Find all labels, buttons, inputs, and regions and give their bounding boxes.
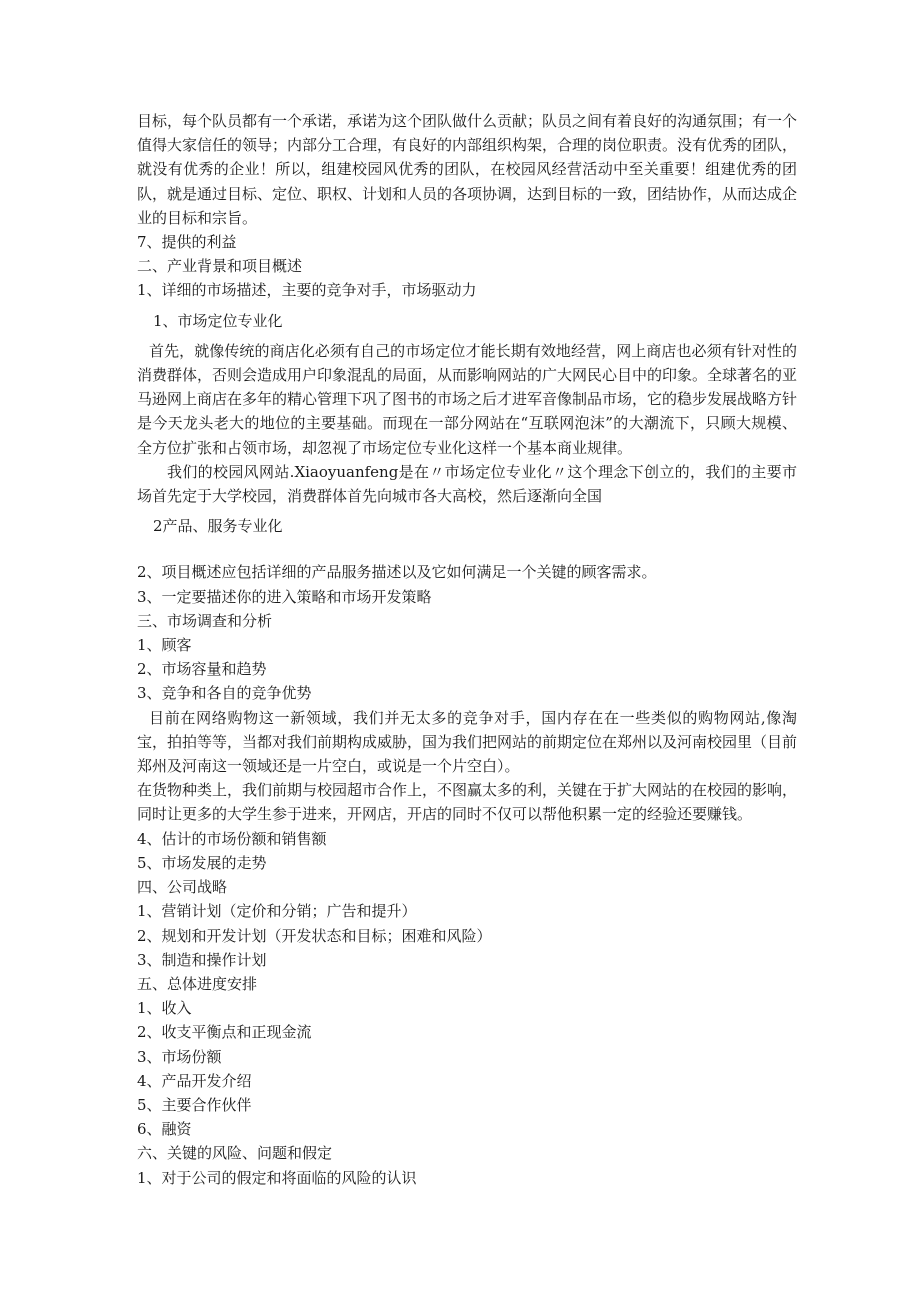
section-heading: 四、公司战略 [137, 878, 228, 897]
list-item: 5、市场发展的走势 [137, 853, 267, 872]
list-item: 4、产品开发介绍 [137, 1071, 252, 1090]
list-item: 1、对于公司的假定和将面临的风险的认识 [137, 1168, 417, 1187]
list-item: 5、主要合作伙伴 [137, 1095, 252, 1114]
list-item: 1、收入 [137, 999, 192, 1018]
section-heading: 三、市场调查和分析 [137, 611, 273, 630]
spacer [137, 538, 797, 560]
body-paragraph: 目前在网络购物这一新领域，我们并无太多的竞争对手，国内存在在一些类似的购物网站,像淘宝，拍拍等等，当都对我们前期构成威胁，国为我们把网站的前期定位在郑州以及河南校园里（目前郑州及河南这一领域还是一片空白，或说是一个片空白）。 [137, 708, 798, 776]
intro-paragraph: 目标，每个队员都有一个承诺，承诺为这个团队做什么贡献；队员之间有着良好的沟通氛围；有一个值得大家信任的领导；内部分工合理，有良好的内部组织构架，合理的岗位职责。没有优秀的团队，就没有优秀的企业！所以，组建校园风优秀的团队，在校园风经营活动中至关重要！组建优秀的团队，就是通过目标、定位、职权、计划和人员的各项协调，达到目标的一致，团结协作，从而达成企业的目标和宗旨。 [137, 112, 798, 227]
list-item: 3、竞争和各自的竞争优势 [137, 684, 312, 703]
list-item: 3、市场份额 [137, 1047, 222, 1066]
list-item: 2、市场容量和趋势 [137, 660, 267, 679]
section-heading: 五、总体进度安排 [137, 974, 258, 993]
list-item: 1、详细的市场描述，主要的竞争对手，市场驱动力 [137, 281, 477, 300]
list-item: 3、一定要描述你的进入策略和市场开发策略 [137, 587, 432, 606]
list-item: 7、提供的利益 [137, 233, 237, 252]
sub-heading: 1、市场定位专业化 [153, 311, 283, 330]
list-item: 1、营销计划（定价和分销；广告和提升） [137, 902, 417, 921]
section-heading: 六、关键的风险、问题和假定 [137, 1144, 333, 1163]
list-item: 2、收支平衡点和正现金流 [137, 1023, 312, 1042]
list-item: 1、顾客 [137, 636, 192, 655]
list-item: 2、项目概述应包括详细的产品服务描述以及它如何满足一个关键的顾客需求。 [137, 563, 657, 582]
list-item: 4、估计的市场份额和销售额 [137, 829, 327, 848]
body-paragraph: 在货物种类上，我们前期与校园超市合作上，不图赢太多的利，关键在于扩大网站的在校园的影响，同时让更多的大学生参于进来，开网店，开店的同时不仅可以帮他积累一定的经验还要赚钱。 [137, 781, 798, 824]
sub-heading: 2产品、服务专业化 [153, 517, 283, 536]
list-item: 2、规划和开发计划（开发状态和目标；困难和风险） [137, 926, 492, 945]
body-paragraph: 我们的校园风网站.Xiaoyuanfeng是在〃市场定位专业化〃这个理念下创立的，我们的主要市场首先定于大学校园，消费群体首先向城市各大高校，然后逐渐向全国 [137, 462, 797, 506]
document-body [137, 109, 797, 1190]
list-item: 3、制造和操作计划 [137, 950, 267, 969]
list-item: 6、融资 [137, 1120, 192, 1139]
section-heading: 二、产业背景和项目概述 [137, 257, 303, 276]
body-paragraph: 首先，就像传统的商店化必须有自己的市场定位才能长期有效地经营，网上商店也必须有针对性的消费群体，否则会造成用户印象混乱的局面，从而影响网站的广大网民心目中的印象。全球著名的亚马逊网上商店在多年的精心管理下巩了图书的市场之后才进军音像制品市场，它的稳步发展战略方针是今天龙头老大的地位的主要基础。而现在一部分网站在“互联网泡沫”的大潮流下，只顾大规模、全方位扩张和占领市场，却忽视了市场定位专业化这样一个基本商业规律。 [137, 341, 798, 457]
